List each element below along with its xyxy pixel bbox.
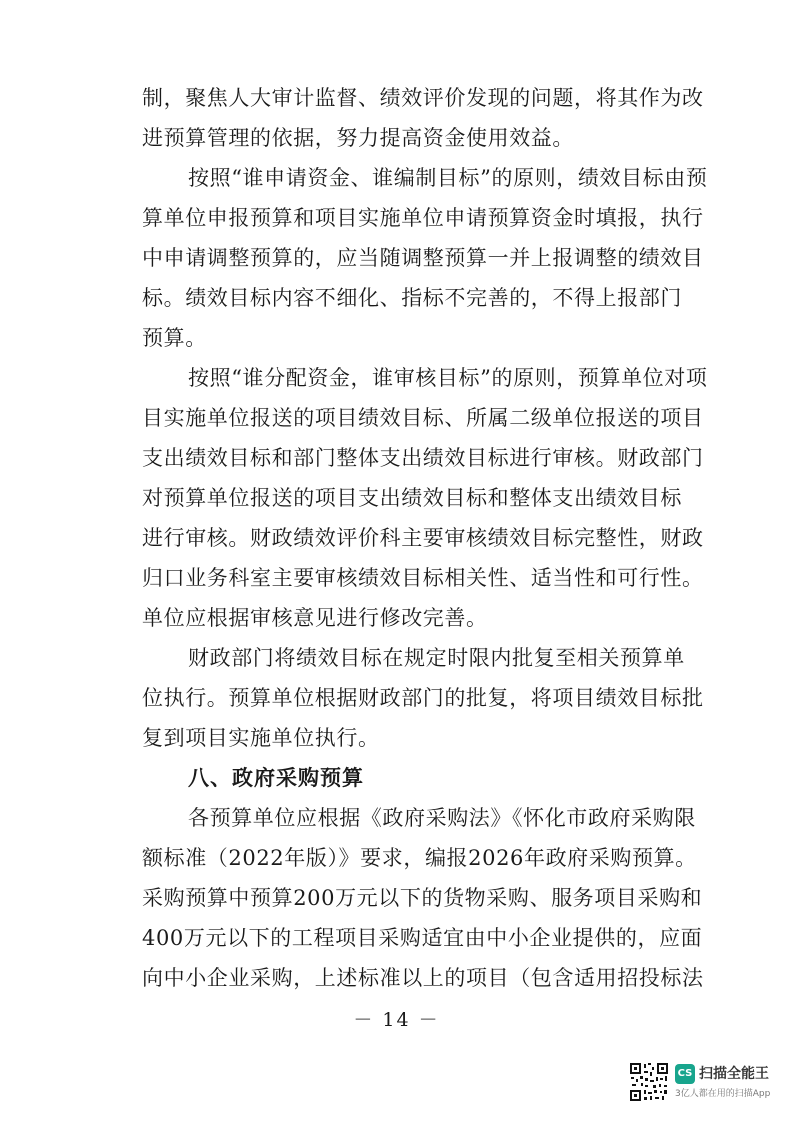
document-body	[142, 78, 708, 998]
scanner-tagline: 3亿人都在用的扫描App	[675, 1089, 771, 1099]
body-line: 目实施单位报送的项目绩效目标、所属二级单位报送的项目	[142, 406, 704, 430]
body-line: 算单位申报预算和项目实施单位申请预算资金时填报，执行	[142, 206, 704, 230]
paragraph-start-line: 各预算单位应根据《政府采购法》《怀化市政府采购限	[188, 806, 696, 830]
scanner-brand-name: 扫描全能王	[699, 1066, 769, 1082]
body-line: 400万元以下的工程项目采购适宜由中小企业提供的，应面	[142, 926, 703, 950]
body-line: 进行审核。财政绩效评价科主要审核绩效目标完整性，财政	[142, 526, 704, 550]
body-line: 归口业务科室主要审核绩效目标相关性、适当性和可行性。	[142, 566, 704, 590]
body-line: 中申请调整预算的，应当随调整预算一并上报调整的绩效目	[142, 246, 704, 270]
section-heading: 八、政府采购预算	[188, 765, 364, 790]
paragraph-start-line: 财政部门将绩效目标在规定时限内批复至相关预算单	[188, 646, 685, 670]
body-line: 标。绩效目标内容不细化、指标不完善的，不得上报部门	[142, 286, 682, 310]
body-line: 额标准（2022年版）》要求，编报2026年政府采购预算。	[142, 846, 697, 870]
body-line: 向中小企业采购，上述标准以上的项目（包含适用招投标法	[142, 966, 704, 990]
body-line: 复到项目实施单位执行。	[142, 726, 380, 750]
body-line: 采购预算中预算200万元以下的货物采购、服务项目采购和	[142, 886, 703, 910]
body-line: 单位应根据审核意见进行修改完善。	[142, 606, 488, 630]
body-line: 预算。	[142, 326, 207, 350]
body-line: 位执行。预算单位根据财政部门的批复，将项目绩效目标批	[142, 686, 704, 710]
body-line: 制，聚焦人大审计监督、绩效评价发现的问题，将其作为改	[142, 86, 704, 110]
body-line: 进预算管理的依据，努力提高资金使用效益。	[142, 126, 574, 150]
paragraph-start-line: 按照“谁分配资金，谁审核目标”的原则，预算单位对项	[188, 366, 708, 390]
paragraph-start-line: 按照“谁申请资金、谁编制目标”的原则，绩效目标由预	[188, 166, 708, 190]
scanner-watermark	[629, 1062, 779, 1108]
scanner-logo-icon: CS	[675, 1064, 695, 1084]
body-line: 支出绩效目标和部门整体支出绩效目标进行审核。财政部门	[142, 446, 704, 470]
qr-code-icon	[629, 1062, 669, 1102]
body-line: 对预算单位报送的项目支出绩效目标和整体支出绩效目标	[142, 486, 682, 510]
page-number: － 14 －	[353, 1009, 440, 1031]
